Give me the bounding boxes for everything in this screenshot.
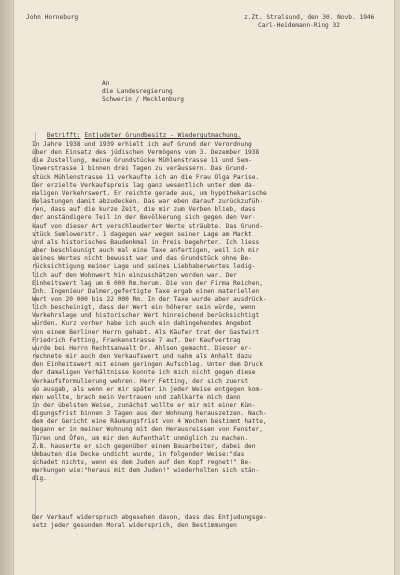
recipient-line-2: die Landesregierung: [102, 88, 173, 95]
body-line: dig.: [32, 475, 47, 483]
body-line: der anständigere Teil in der Bevölkerung sich gegen den Ver-: [32, 214, 256, 222]
body-line: stück Mühlenstrasse 11 verkaufte ich an die Frau Olga Parise.: [32, 173, 260, 181]
subject-label: Betrifft:: [46, 132, 81, 140]
body-line: Umbauten die Decke undicht wurde, in folgender Weise:"das: [32, 450, 245, 458]
place-and-date: z.Zt. Stralsund, den 30. Novb. 1946: [244, 14, 375, 21]
body-line: digungsfrist binnen 3 Tagen aus der Wohnung herauszetzen. Nach-: [32, 410, 267, 418]
body-line: die Zustellung, meine Grundstücke Mühlenstrasse 11 und Sem-: [32, 157, 252, 165]
body-line: men wollte, brach mein Vertrauen und zahlkarte mich dann: [32, 393, 241, 401]
letter-closing: [32, 514, 392, 530]
body-line: Der erzielte Verkaufspreis lag ganz wesentlich unter dem da-: [32, 181, 256, 189]
body-line: Belastungen damit abzudecken. Das war eben darauf zurückzufüh-: [32, 198, 263, 206]
body-line: in der übelsten Weise, zunächst wollte er mir mit einer Kün-: [32, 402, 256, 409]
body-line: über den Einsatz des jüdischen Vermögens vom 3. Dezember 1938: [32, 149, 260, 157]
body-line: dem der Gericht eine Räumungsfrist von 4 Wochen bestimmt hatte,: [32, 418, 267, 426]
body-line: lich bescheinigt, dass der Wert ein höherer sein würde, wenn: [32, 304, 256, 312]
paper-fold-shadow: [0, 0, 14, 575]
sender-street: Carl-Heidemann-Ring 32: [258, 22, 340, 29]
body-line: Inh. Ingenieur Dalmer,gefertigte Taxe ergab einen materiellen: [32, 287, 260, 295]
closing-line: setz jeder gesunden Moral widersprich, den Bestimmungen: [32, 522, 237, 530]
body-line: schadet nichts, wenn es dem Juden auf den Kopf regnet!" Be-: [32, 459, 252, 467]
letter-body: [32, 141, 392, 484]
body-line: den Einheitswert mit einem geringen Aufschlag. Unter dem Druck: [32, 361, 263, 369]
body-line: aber beschleunigt auch mal eine Taxe anfertigen, weil ich mir: [32, 247, 260, 255]
body-line: seines Wertes nicht bewusst war und das Grundstück ohne Be-: [32, 255, 252, 263]
body-line: Friedrich Fetting, Frankenstrasse 7 auf. Der Kaufvertrag: [32, 336, 241, 344]
recipient-line-1: An: [102, 80, 110, 87]
body-line: rechnete mir auch den Verkaufswert und nahm als Anhalt dazu: [32, 353, 252, 361]
body-line: Verkehrslage und historischer Wert hinreichend berücksichtigt: [32, 312, 260, 320]
body-line: wurde bei Herrn Rechtsanwalt Dr. Ahlsen gemacht. Dieser er-: [32, 344, 252, 352]
body-line: begann er in meiner Wohnung mit den Herausreissen von Fenster,: [32, 426, 263, 434]
body-line: Türen und Öfen, um mir den Aufenthalt unmöglich zu machen.: [32, 434, 249, 442]
body-line: würden. Kurz vorher habe ich auch ein dahingehendes Angebot: [32, 320, 252, 328]
sender-name: John Horneburg: [26, 14, 79, 21]
body-line: Wert von 20 000 bis 22 000 Rm. In der Taxe wurde aber ausdrück-: [32, 295, 267, 303]
body-line: rücksichtigung meiner Lage und seines Liebhaberwertes ledig-: [32, 263, 256, 271]
body-line: von einem Berliner Herrn gehabt. Als Käufer trat der Gastwirt: [32, 328, 260, 336]
body-line: Einheitswert lag um 6 000 Rm.herum. Die von der Firma Reichen,: [32, 279, 263, 287]
body-line: so ausgab, als wenn er mir später in jeder Weise entgegen kom-: [32, 385, 263, 393]
body-line: lowerstrasse 1 binnen drei Tagen zu veräussern. Das Grund-: [32, 165, 249, 173]
subject-text: Entjudeter Grundbesitz - Wiedergutmachung.: [84, 132, 241, 140]
body-line: und als historisches Baudenkmal in Preis begehrter. Ich liess: [32, 238, 260, 246]
body-line: der damaligen Verhältnisse konnte ich mich nicht gegen diese: [32, 369, 256, 377]
body-line: stück Semlowerstr. 1 dagegen war wegen seiner Lage am Markt: [32, 230, 252, 238]
body-line: Verkaufsformulierung wehren. Herr Fetting, der sich zuerst: [32, 377, 249, 385]
body-line: kauf von dieser Art verschleuderter Werte sträubte. Das Grund-: [32, 222, 263, 230]
closing-line: Der Verkauf widerspruch abgesehen davon, dass das Entjudungsge-: [32, 514, 267, 521]
body-line: maligen Verkehrswert. Er reichte gerade aus, um hypothekarische: [32, 189, 267, 197]
typed-letter-page: [14, 0, 394, 575]
body-line: merkungen wie:"heraus mit dem Juden!" wiederholten sich stän-: [32, 467, 260, 475]
body-line: Z.B. hauserte er sich gegenüber einem Bauarbeiter, dabei den: [32, 442, 256, 450]
body-line: In Jahre 1938 und 1939 erhielt ich auf Grund der Verordnung: [32, 141, 252, 148]
body-line: ren, dass auf die kurze Zeit, die mir zum Verben blieb, dass: [32, 206, 256, 214]
body-line: lich auf den Wohnwert hin einzuschätzen worden war. Der: [32, 271, 237, 279]
recipient-line-3: Schwerin / Mecklenburg: [102, 96, 184, 103]
